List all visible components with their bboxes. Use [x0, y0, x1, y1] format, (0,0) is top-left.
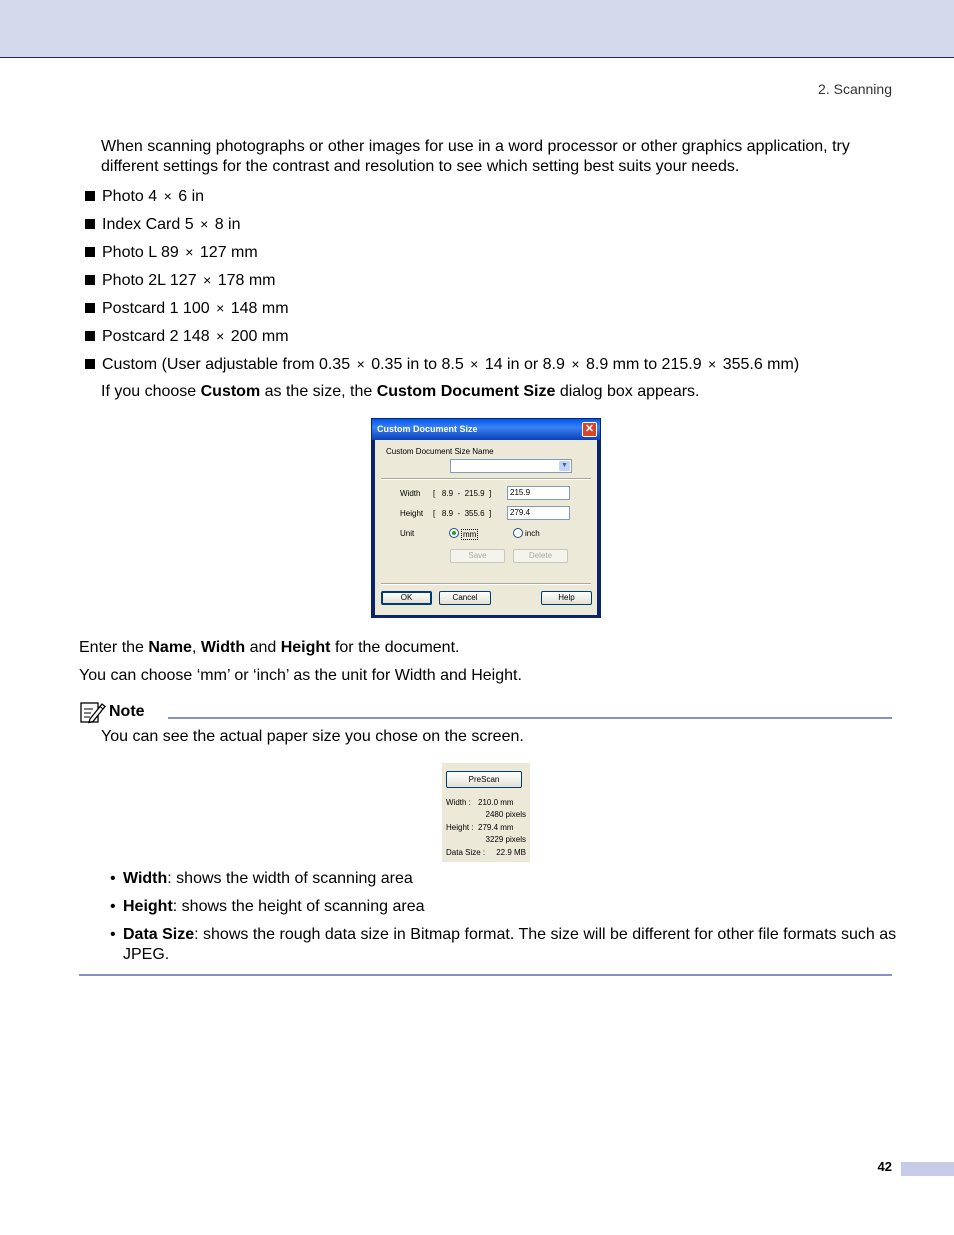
square-bullet-icon	[85, 191, 95, 201]
prescan-height-label: Height :	[446, 823, 474, 832]
dialog-title: Custom Document Size	[377, 424, 478, 434]
close-icon[interactable]: ✕	[582, 422, 597, 437]
intro-paragraph: When scanning photographs or other images for use in a word processor or other graphics application, try different settings for the contrast and resolution to see which setting best suits your needs.	[101, 138, 850, 175]
square-bullet-icon	[85, 219, 95, 229]
prescan-height-mm: 279.4 mm	[478, 823, 514, 832]
prescan-button[interactable]: PreScan	[446, 771, 522, 788]
list-item: • Height: shows the height of scanning area	[110, 898, 425, 915]
help-button[interactable]: Help	[541, 591, 592, 605]
list-item: Postcard 2 148 × 200 mm	[84, 326, 799, 354]
divider	[381, 478, 591, 480]
list-item: Index Card 5 × 8 in	[84, 214, 799, 242]
enter-instruction: Enter the Name, Width and Height for the document.	[79, 639, 460, 656]
prescan-width-px: 2480 pixels	[485, 810, 526, 819]
unit-instruction: You can choose ‘mm’ or ‘inch’ as the unit for Width and Height.	[79, 667, 522, 684]
height-label: Height	[400, 509, 424, 518]
detail-list	[110, 869, 900, 973]
list-item: Photo 4 × 6 in	[84, 186, 799, 214]
save-button[interactable]: Save	[450, 549, 505, 563]
cancel-button[interactable]: Cancel	[439, 591, 491, 605]
list-item-custom: Custom (User adjustable from 0.35 × 0.35 in to 8.5 × 14 in or 8.9 × 8.9 mm to 215.9 × 355.6 mm)	[84, 354, 799, 382]
chevron-down-icon[interactable]: ▼	[559, 461, 570, 471]
list-item: • Width: shows the width of scanning area	[110, 870, 413, 887]
dialog-titlebar	[372, 419, 600, 440]
page-number: 42	[877, 1159, 892, 1174]
square-bullet-icon	[85, 331, 95, 341]
height-range: [ 8.9 - 355.6 ]	[433, 509, 492, 518]
note-divider	[168, 717, 892, 719]
dialog-body	[375, 440, 597, 615]
width-input[interactable]: 215.9	[507, 486, 570, 500]
note-end-divider	[79, 974, 892, 976]
height-input[interactable]: 279.4	[507, 506, 570, 520]
header-band	[0, 0, 954, 58]
prescan-height-px: 3229 pixels	[485, 835, 526, 844]
size-name-combo[interactable]	[450, 459, 572, 473]
prescan-size-label: Data Size :	[446, 848, 486, 857]
unit-mm-radio[interactable]	[449, 528, 459, 538]
page-tab	[901, 1162, 954, 1176]
prescan-panel	[442, 763, 530, 862]
unit-inch-radio[interactable]	[513, 528, 523, 538]
prescan-width-label: Width :	[446, 798, 471, 807]
note-heading	[80, 700, 145, 724]
unit-mm-label[interactable]: mm	[463, 530, 477, 539]
prescan-width-mm: 210.0 mm	[478, 798, 514, 807]
square-bullet-icon	[85, 275, 95, 285]
note-label: Note	[109, 703, 145, 720]
size-list	[84, 186, 799, 382]
list-item: Postcard 1 100 × 148 mm	[84, 298, 799, 326]
ok-button[interactable]: OK	[381, 591, 432, 605]
note-pencil-icon	[80, 700, 107, 724]
prescan-size-value: 22.9 MB	[496, 848, 526, 857]
chapter-title: 2. Scanning	[818, 81, 892, 97]
custom-instruction: If you choose Custom as the size, the Custom Document Size dialog box appears.	[101, 383, 700, 400]
delete-button[interactable]: Delete	[513, 549, 568, 563]
list-item: Photo 2L 127 × 178 mm	[84, 270, 799, 298]
square-bullet-icon	[85, 303, 95, 313]
square-bullet-icon	[85, 247, 95, 257]
unit-inch-label[interactable]: inch	[525, 529, 540, 538]
list-item: • Data Size: shows the rough data size in Bitmap format. The size will be different for other file formats such as JPEG.	[110, 926, 897, 963]
size-name-label: Custom Document Size Name	[386, 447, 494, 456]
divider	[381, 583, 591, 585]
width-range: [ 8.9 - 215.9 ]	[433, 489, 492, 498]
width-label: Width	[400, 489, 421, 498]
custom-document-size-dialog	[371, 418, 601, 618]
note-text: You can see the actual paper size you chose on the screen.	[101, 728, 524, 745]
unit-label: Unit	[400, 529, 415, 538]
list-item: Photo L 89 × 127 mm	[84, 242, 799, 270]
square-bullet-icon	[85, 359, 95, 369]
